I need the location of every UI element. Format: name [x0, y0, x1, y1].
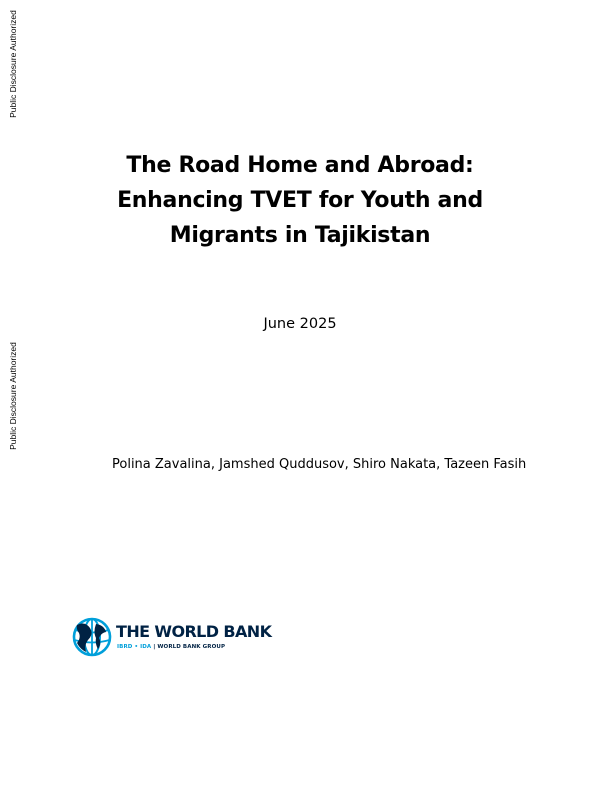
disclosure-stamp-top: Public Disclosure Authorized — [8, 10, 18, 118]
world-bank-logo — [71, 616, 281, 660]
title-line-2: Enhancing TVET for Youth and — [117, 188, 483, 213]
publication-date: June 2025 — [263, 316, 337, 332]
title-line-1: The Road Home and Abroad: — [126, 153, 474, 178]
logo-subline — [117, 644, 225, 650]
logo-ibrd-ida: IBRD • IDA — [117, 644, 152, 650]
logo-wordmark: THE WORLD BANK — [116, 622, 272, 641]
author-list: Polina Zavalina, Jamshed Quddusov, Shiro Nakata, Tazeen Fasih — [112, 457, 527, 472]
disclosure-stamp-middle: Public Disclosure Authorized — [8, 342, 18, 450]
document-title — [0, 148, 600, 253]
logo-separator: | — [153, 644, 156, 650]
logo-group-text: WORLD BANK GROUP — [157, 644, 226, 650]
globe-icon — [71, 616, 113, 658]
title-line-3: Migrants in Tajikistan — [169, 223, 431, 248]
